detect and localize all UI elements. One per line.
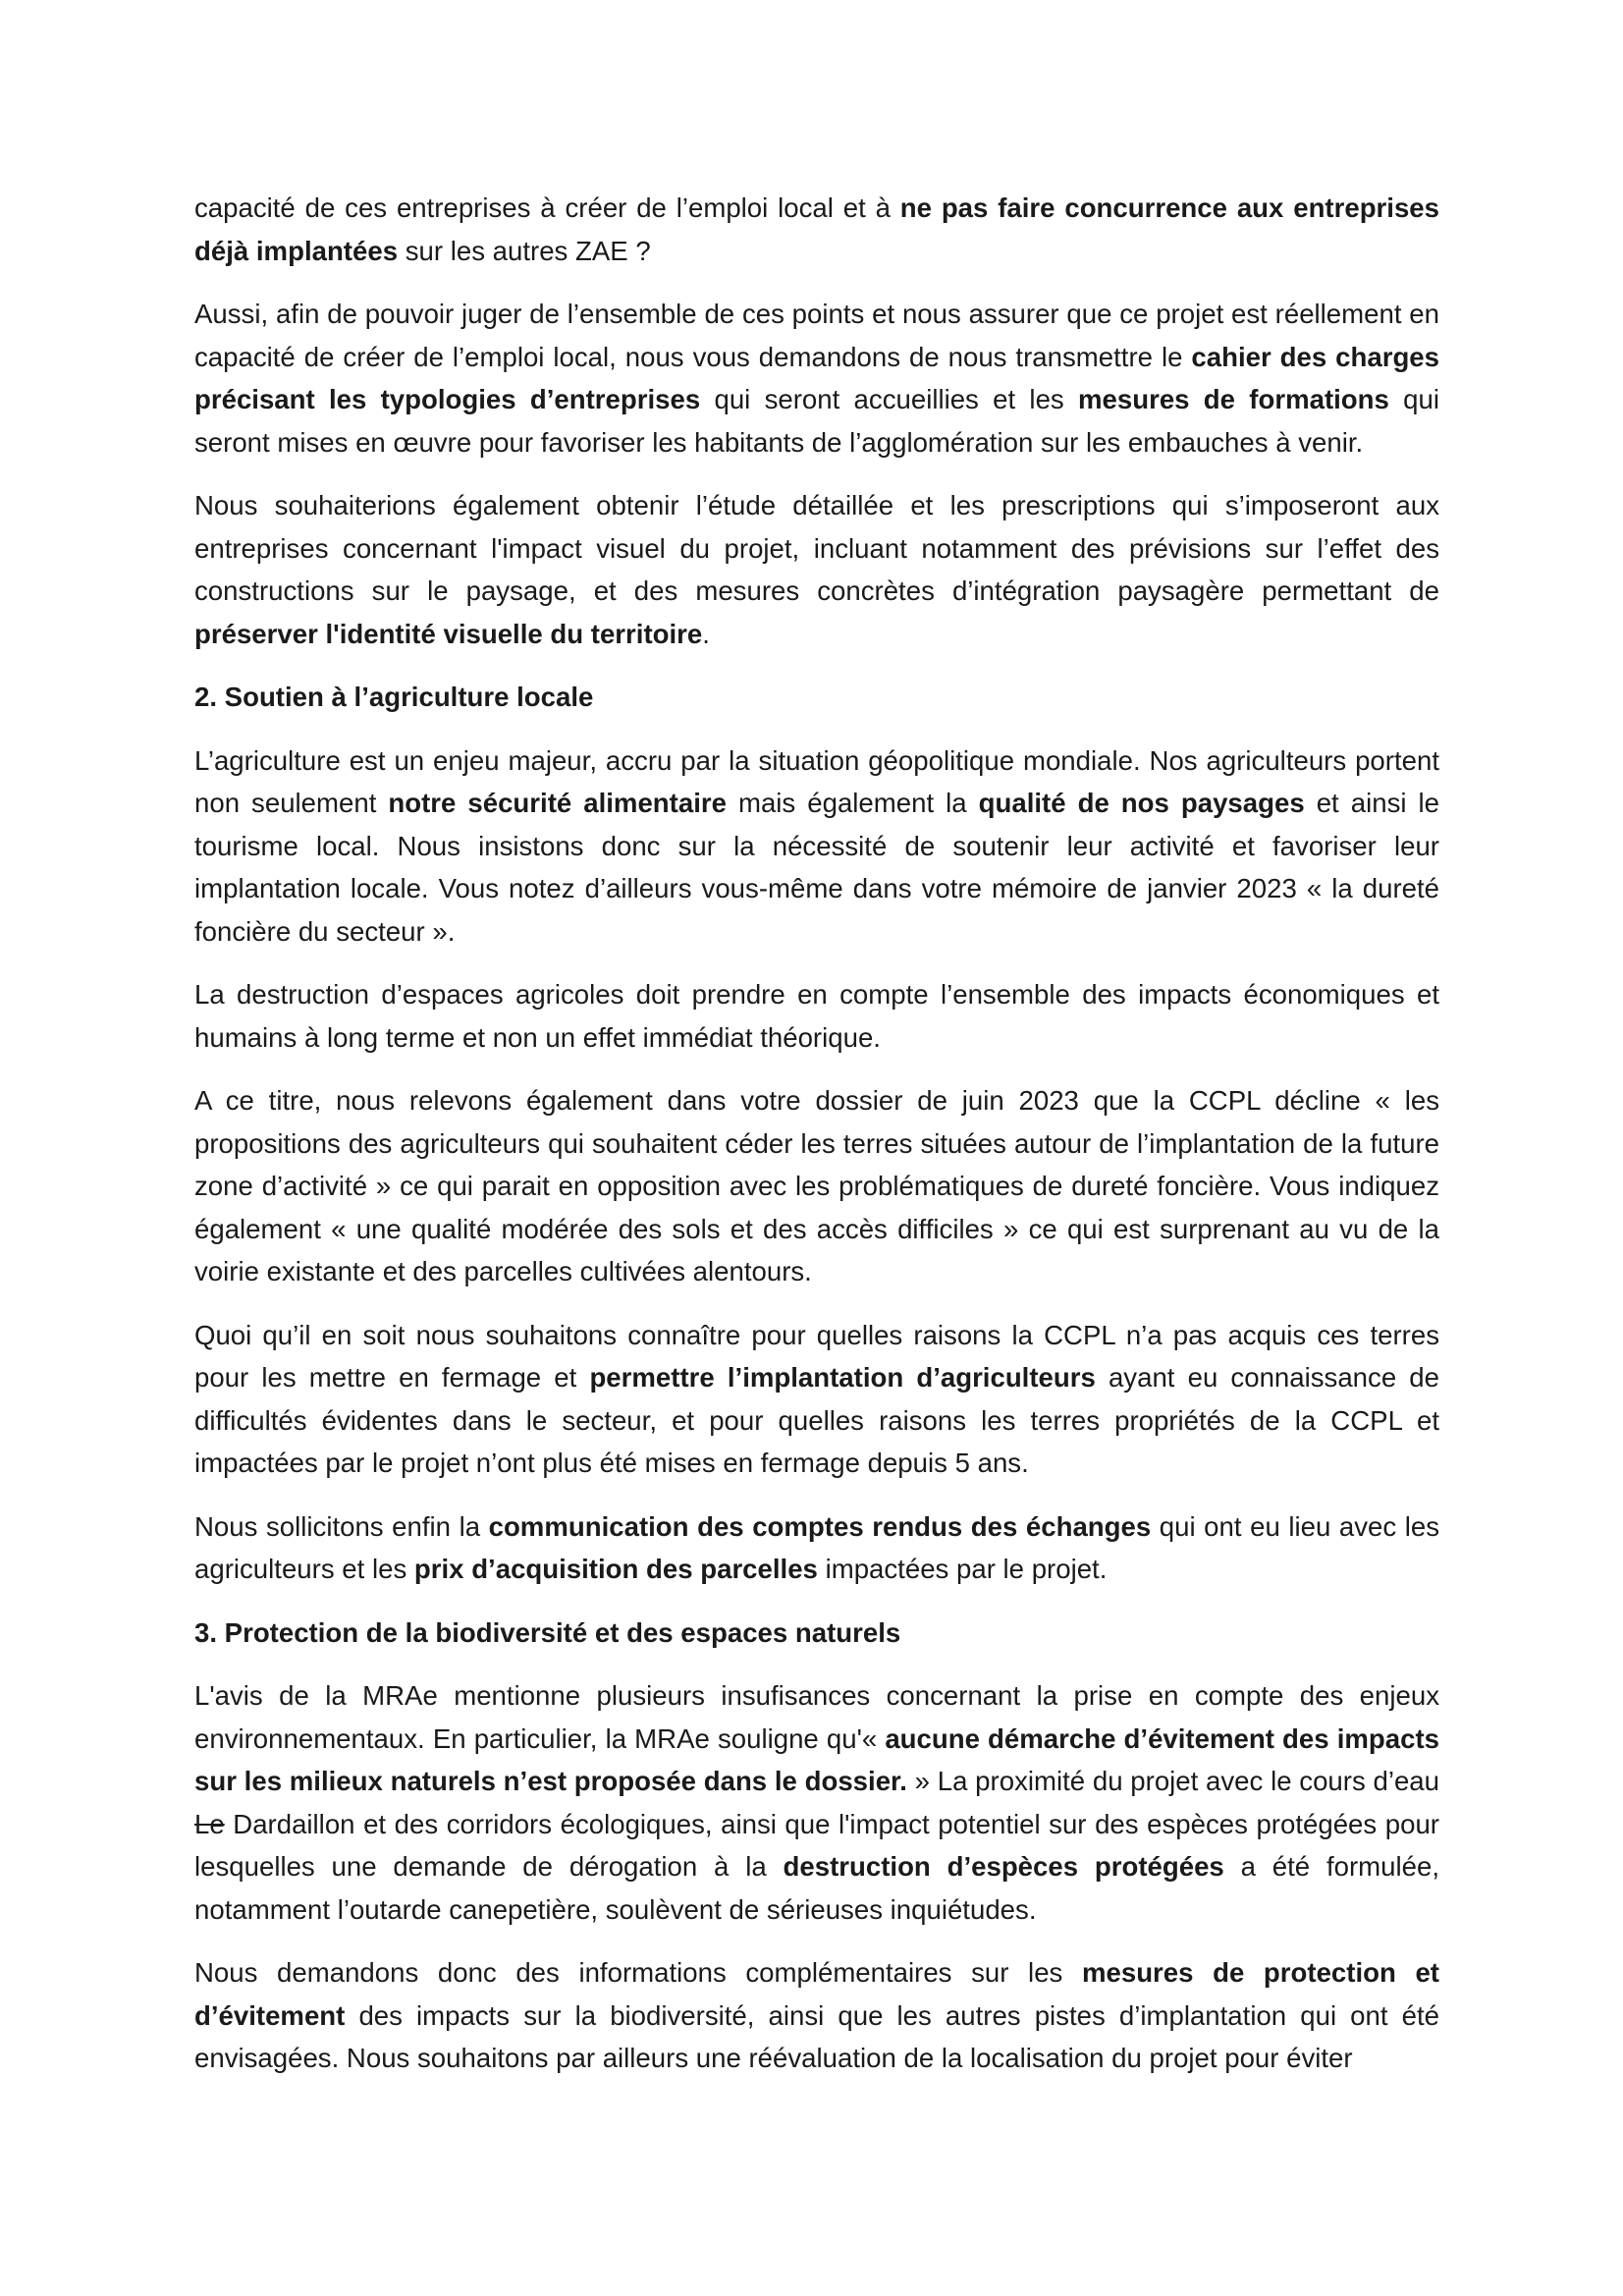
bold-text: communication des comptes rendus des échanges xyxy=(488,1510,1152,1542)
paragraph-4 xyxy=(194,739,1439,954)
bold-text: qualité de nos paysages xyxy=(978,788,1305,818)
paragraph-1 xyxy=(194,187,1439,272)
bold-text: destruction d’espèces protégées xyxy=(783,1851,1224,1882)
paragraph-text: ayant eu connaissance de difficultés évidentes dans le secteur, et pour quelles raisons les terres propriétés de la CCPL et impactées par le projet n’ont plus été mises en fermage depuis 5 ans. xyxy=(194,1362,1439,1478)
section-heading-2: 2. Soutien à l’agriculture locale xyxy=(194,682,594,712)
paragraph-6: A ce titre, nous relevons également dans votre dossier de juin 2023 que la CCPL décline « les propositions des agriculteurs qui souhaitent céder les terres situées autour de l’implantation de la future zone d’activité » ce qui parait en opposition avec les problématiques de dureté foncière. Vous indiquez également « une qualité modérée des sols et des accès difficiles » ce qui est surprenant au vu de la voirie existante et des parcelles cultivées alentours. xyxy=(194,1085,1439,1286)
paragraph-2 xyxy=(194,293,1439,464)
bold-text: cahier des charges précisant les typologies d’entreprises xyxy=(194,341,1439,414)
bold-text: notre sécurité alimentaire xyxy=(388,788,727,818)
paragraph-text: Aussi, afin de pouvoir juger de l’ensemble de ces points et nous assurer que ce projet est réellement en capacité de créer de l’emploi local, nous vous demandons de nous transmettre le xyxy=(194,299,1439,372)
paragraph-5: La destruction d’espaces agricoles doit prendre en compte l’ensemble des impacts économiques et humains à long terme et non un effet immédiat théorique. xyxy=(194,979,1439,1053)
bold-text: mesures de protection et d’évitement xyxy=(194,1957,1439,2031)
paragraph-text: des impacts sur la biodiversité, ainsi que les autres pistes d’implantation qui ont été envisagées. Nous souhaitons par ailleurs une réévaluation de la localisation du projet pour éviter xyxy=(194,1999,1439,2073)
paragraph-text: Nous sollicitons enfin la xyxy=(194,1510,489,1542)
bold-text: permettre l’implantation d’agriculteurs xyxy=(589,1362,1096,1393)
paragraph-text: qui ont eu lieu avec les agriculteurs et les xyxy=(194,1510,1439,1584)
paragraph-text: a été formulée, notamment l’outarde canepetière, soulèvent de sérieuses inquiétudes. xyxy=(194,1851,1439,1925)
bold-text: ne pas faire concurrence aux entreprises déjà implantées xyxy=(194,192,1439,266)
paragraph-text: mais également la xyxy=(726,788,979,818)
paragraph-text: » La proximité du projet avec le cours d’eau xyxy=(906,1766,1440,1796)
document-page xyxy=(194,187,1439,2101)
section-heading-3: 3. Protection de la biodiversité et des espaces naturels xyxy=(194,1616,901,1648)
paragraph-text: et ainsi le tourisme local. Nous insistons donc sur la nécessité de soutenir leur activité et favoriser leur implantation locale. Vous notez d’ailleurs vous-même dans votre mémoire de janvier 2023 « la dureté foncière du secteur ». xyxy=(194,788,1439,947)
paragraph-10 xyxy=(194,1951,1439,2080)
bold-text: prix d’acquisition des parcelles xyxy=(413,1554,818,1584)
paragraph-text: sur les autres ZAE ? xyxy=(398,235,651,266)
bold-text: préserver l'identité visuelle du territoire xyxy=(194,618,703,649)
paragraph-9 xyxy=(194,1674,1439,1931)
paragraph-text: Dardaillon et des corridors écologiques, ainsi que l'impact potentiel sur des espèces protégées pour lesquelles une demande de dérogation à la xyxy=(194,1808,1439,1882)
bold-text: mesures de formations xyxy=(1078,384,1389,414)
paragraph-text: qui seront mises en œuvre pour favoriser les habitants de l’agglomération sur les embauches à venir. xyxy=(194,384,1439,458)
paragraph-text: L'avis de la MRAe mentionne plusieurs insufisances concernant la prise en compte des enjeux environnementaux. En particulier, la MRAe souligne qu'« xyxy=(194,1680,1439,1754)
paragraph-3 xyxy=(194,484,1439,655)
paragraph-text: capacité de ces entreprises à créer de l’emploi local et à xyxy=(194,192,900,223)
paragraph-text: Quoi qu’il en soit nous souhaitons connaître pour quelles raisons la CCPL n’a pas acquis ces terres pour les mettre en fermage et xyxy=(194,1319,1439,1393)
strikethrough-text: Le xyxy=(194,1808,225,1839)
paragraph-text: impactées par le projet. xyxy=(817,1554,1108,1584)
paragraph-7 xyxy=(194,1314,1439,1485)
paragraph-text: Nous demandons donc des informations complémentaires sur les xyxy=(194,1957,1082,1988)
paragraph-8 xyxy=(194,1505,1439,1591)
paragraph-text: L’agriculture est un enjeu majeur, accru par la situation géopolitique mondiale. Nos agriculteurs portent non seulement xyxy=(194,744,1439,818)
paragraph-text: . xyxy=(702,618,710,649)
paragraph-text: qui seront accueillies et les xyxy=(700,384,1078,414)
paragraph-text: Nous souhaiterions également obtenir l’étude détaillée et les prescriptions qui s’imposeront aux entreprises concernant l'impact visuel du projet, incluant notamment des prévisions sur l’effet des constructions sur le paysage, et des mesures concrètes d’intégration paysagère permettant de xyxy=(194,490,1439,606)
bold-text: aucune démarche d’évitement des impacts sur les milieux naturels n’est proposée dans le dossier. xyxy=(194,1722,1439,1796)
